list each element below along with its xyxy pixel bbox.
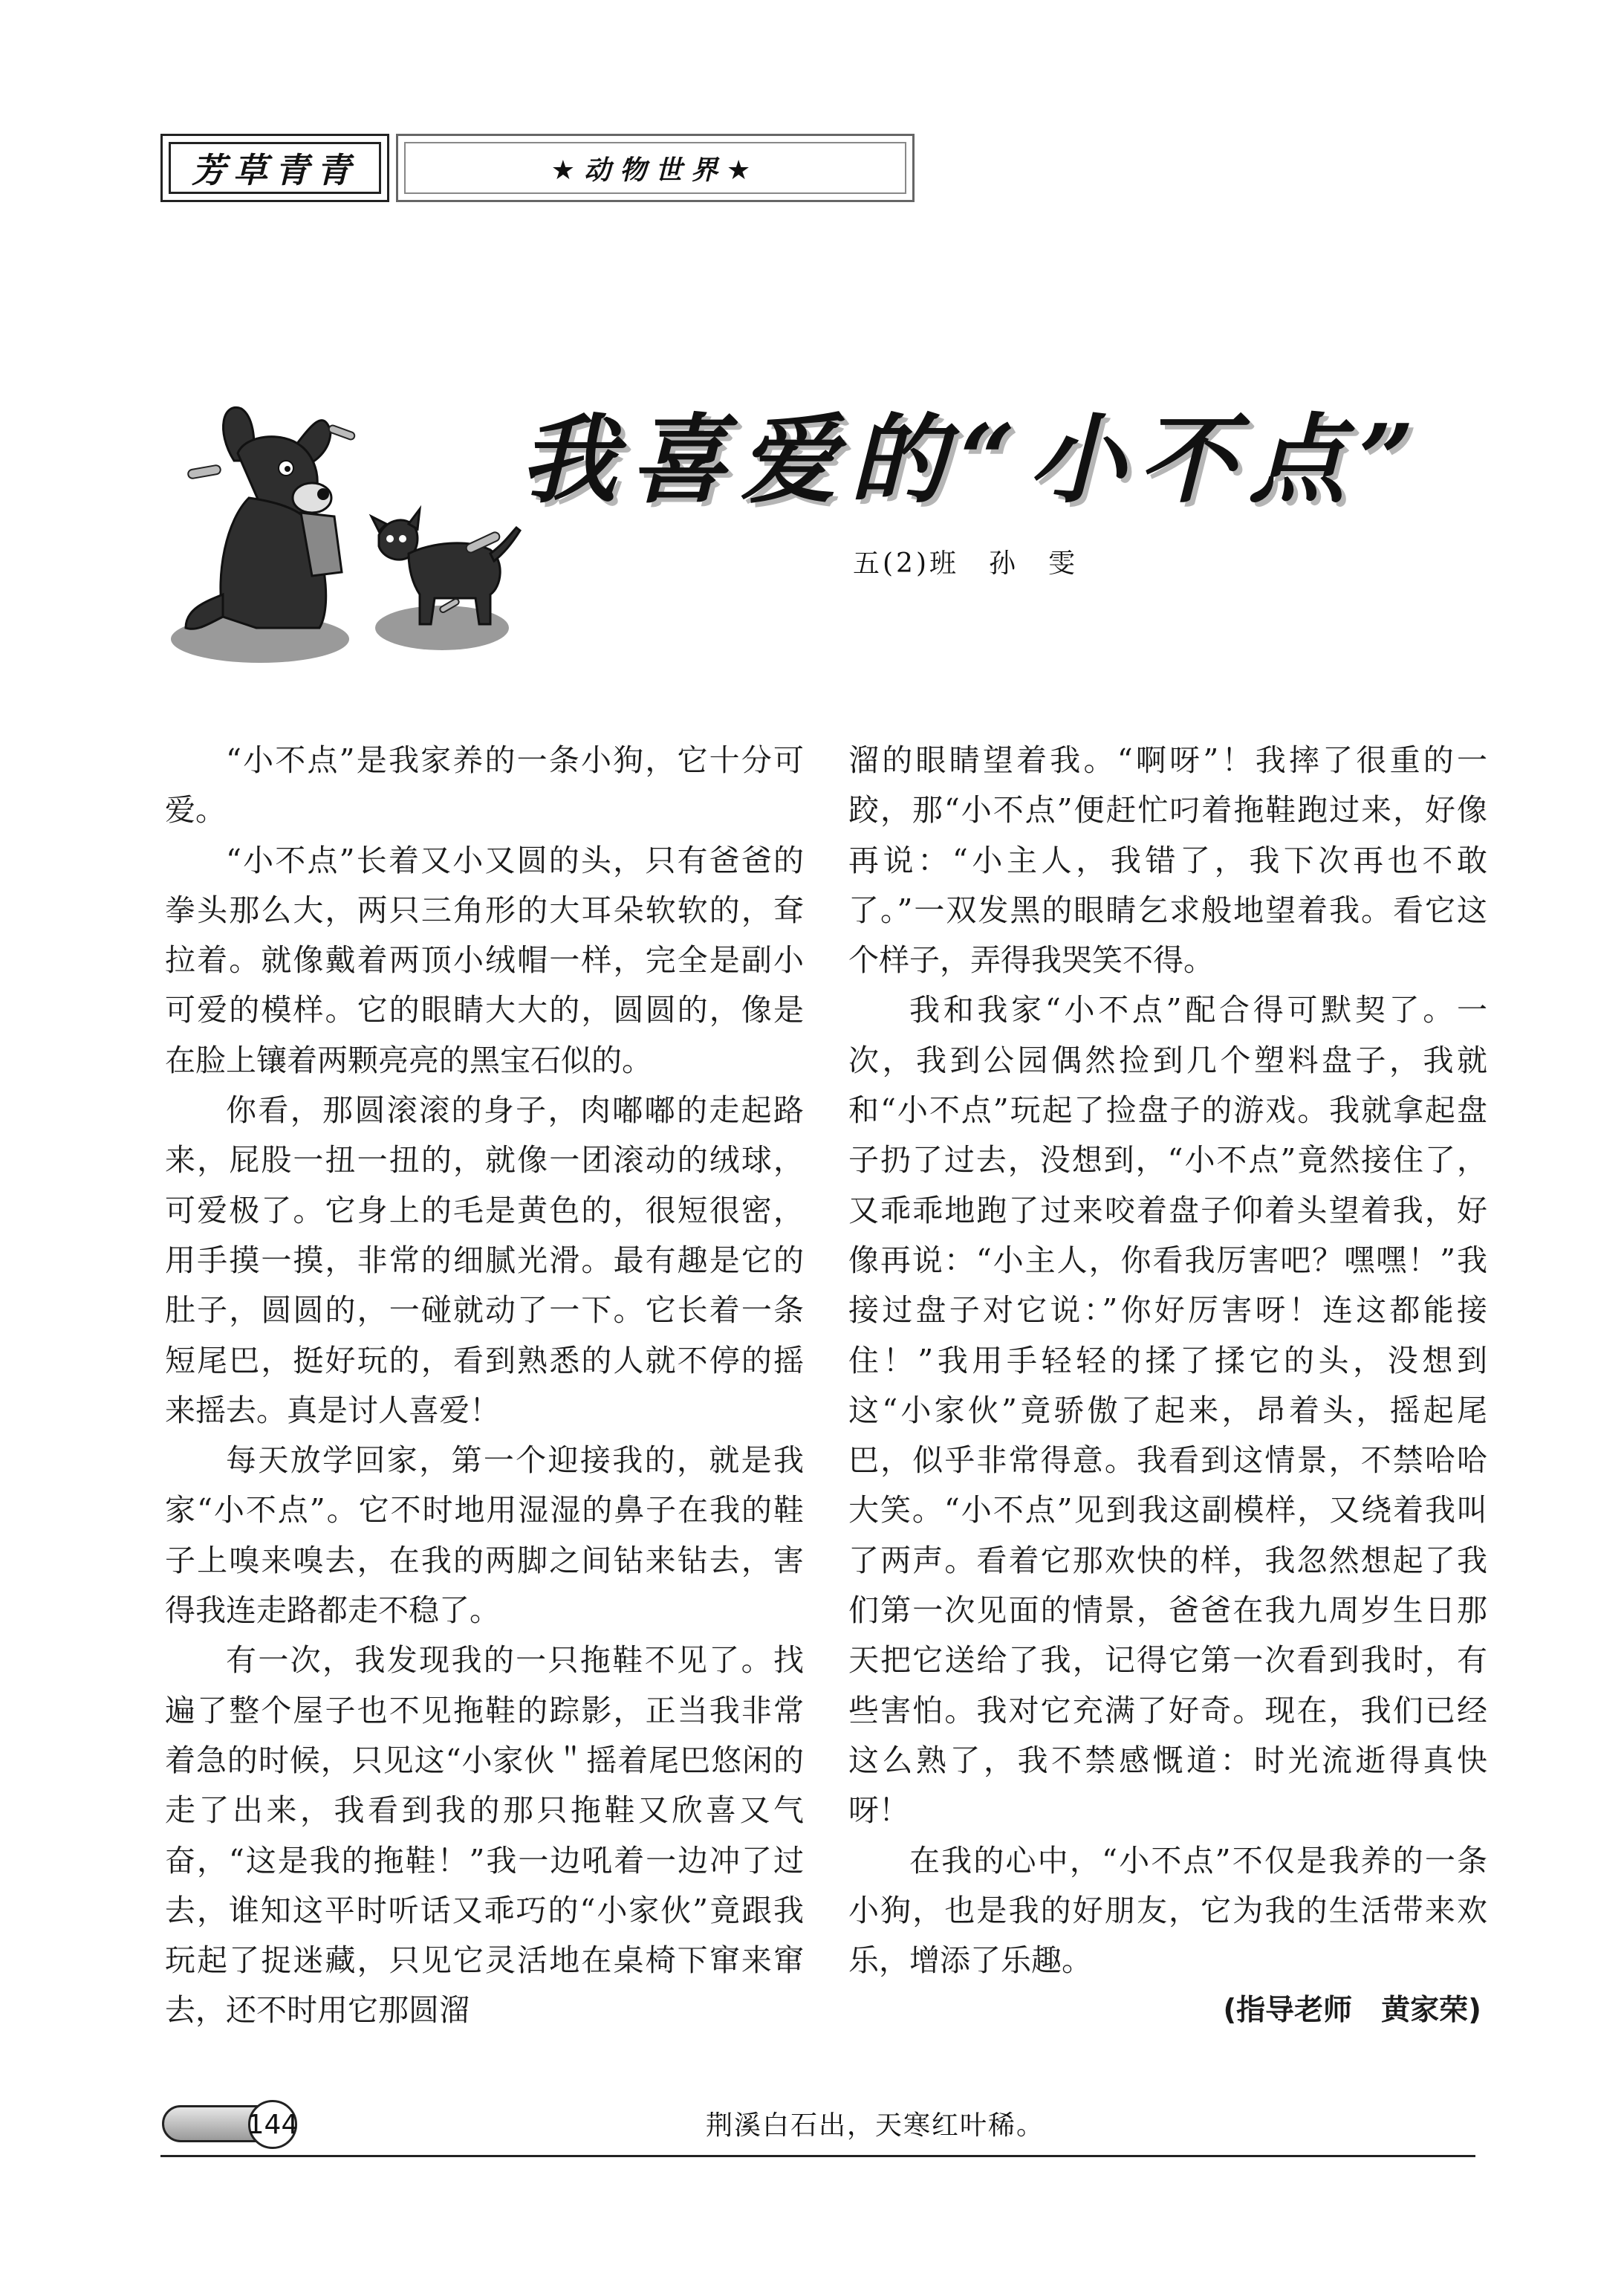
column-name: 芳草青青 xyxy=(169,142,381,194)
paragraph: 我和我家“小不点”配合得可默契了。一次，我到公园偶然捡到几个塑料盘子，我就和“小不点”玩起了捡盘子的游戏。我就拿起盘子扔了过去，没想到，“小不点”竟然接住了，又乖乖地跑了过来咬着盘子仰着头望着我，好像再说：“小主人，你看我厉害吧？嘿嘿！”我接过盘子对它说：”你好厉害呀！连这都能接住！”我用手轻轻的揉了揉它的头，没想到这“小家伙”竟骄傲了起来，昂着头，摇起尾巴，似乎非常得意。我看到这情景，不禁哈哈大笑。“小不点”见到我这副模样，又绕着我叫了两声。看着它那欢快的样，我忽然想起了我们第一次见面的情景，爸爸在我九周岁生日那天把它送给了我，记得它第一次看到我时，有些害怕。我对它充满了好奇。现在，我们已经这么熟了，我不禁感慨道：时光流逝得真快呀！ xyxy=(848,992,1487,1829)
paragraph: “小不点”长着又小又圆的头，只有爸爸的拳头那么大，两只三角形的大耳朵软软的，耷拉着。就像戴着两顶小绒帽一样，完全是副小可爱的模样。它的眼睛大大的，圆圆的，像是在脸上镶着两颗亮亮的黑宝石似的。 xyxy=(165,842,804,1078)
paragraph: 在我的心中，“小不点”不仅是我养的一条小狗，也是我的好朋友，它为我的生活带来欢乐，增添了乐趣。 xyxy=(848,1842,1487,1979)
paragraph: “小不点”是我家养的一条小狗，它十分可爱。 xyxy=(165,742,804,829)
page-number: 144 xyxy=(248,2100,297,2149)
paragraph: 每天放学回家，第一个迎接我的，就是我家“小不点”。它不时地用湿湿的鼻子在我的鞋子上嗅来嗅去，在我的两脚之间钻来钻去，害得我连走路都走不稳了。 xyxy=(165,1442,804,1629)
article-title: 我喜爱的“小不点” xyxy=(520,403,1428,516)
big-dog-nose xyxy=(317,488,329,500)
paragraph: 你看，那圆滚滚的身子，肉嘟嘟的走起路来，屁股一扭一扭的，就像一团滚动的绒球，可爱极了。它身上的毛是黄色的，很短很密，用手摸一摸，非常的细腻光滑。最有趣是它的肚子，圆圆的，一碰就动了一下。它长着一条短尾巴，挺好玩的，看到熟悉的人就不停的摇来摇去。真是讨人喜爱！ xyxy=(165,1092,804,1428)
section-box xyxy=(396,134,915,202)
paragraph: 有一次，我发现我的一只拖鞋不见了。找遍了整个屋子也不见拖鞋的踪影，正当我非常着急的时候，只见这“小家伙＂摇着尾巴悠闲的走了出来，我看到我的那只拖鞋又欣喜又气奋，“这是我的拖鞋！”我一边吼着一边冲了过去，谁知这平时听话又乖巧的“小家伙”竟跟我玩起了捉迷藏，只见它灵活地在桌椅下窜来窜去，还不时用它那圆溜 xyxy=(165,1642,804,2029)
teacher-signoff: (指导老师 黄家荣) xyxy=(1223,1994,1481,2028)
author-byline: 五(2)班 孙 雯 xyxy=(853,548,1078,579)
paragraph-continuation: 溜的眼睛望着我。“啊呀”！我摔了很重的一跤，那“小不点”便赶忙叼着拖鞋跑过来，好像再说：“小主人，我错了，我下次再也不敢了。”一双发黑的眼睛乞求般地望着我。看它这个样子，弄得我哭笑不得。 xyxy=(848,742,1487,979)
footer-quote: 荆溪白石出，天寒红叶稀。 xyxy=(706,2110,1045,2141)
right-column xyxy=(848,736,1487,2036)
column-name-box xyxy=(160,134,389,202)
footer-divider xyxy=(160,2155,1475,2157)
section-title: ★动物世界★ xyxy=(404,142,906,194)
left-column xyxy=(165,736,804,2036)
